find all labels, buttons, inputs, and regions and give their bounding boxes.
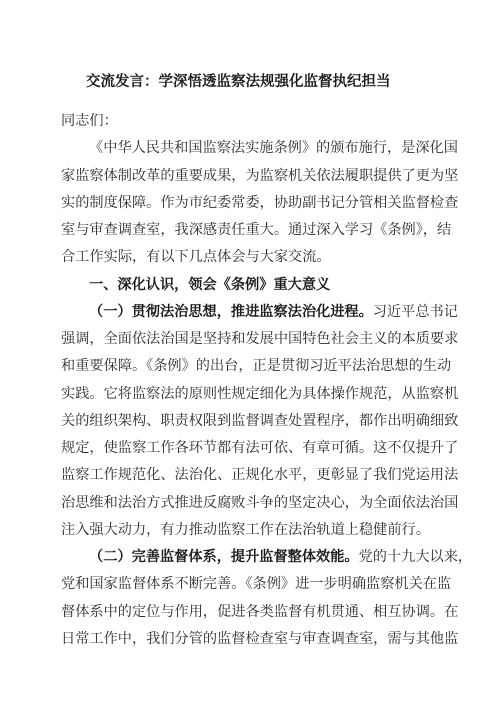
paragraph-line: 室与审查调查室，我深感责任重大。通过深入学习《条例》，结 (61, 222, 452, 238)
paragraph-line: 治思维和法治方式推进反腐败斗争的坚定决心，为全面依法治国 (61, 494, 459, 511)
document-title: 交流发言：学深悟透监察法规强化监督执纪担当 (86, 73, 391, 90)
paragraph-line: 合工作实际，有以下几点体会与大家交流。 (61, 249, 331, 266)
greeting: 同志们： (61, 113, 118, 129)
paragraph-line: 规定，使监察工作各环节都有法可依、有章可循。这不仅提升了 (61, 440, 459, 456)
paragraph-line: 强调，全面依法治国是坚持和发展中国特色社会主义的本质要求 (61, 331, 459, 347)
point-2-lead: （二）完善监督体系，提升监督整体效能。 (89, 549, 359, 565)
paragraph-line: 实的制度保障。作为市纪委常委，协助副书记分管相关监督检查 (61, 194, 459, 211)
point-1-first-line-rest: 习近平总书记 (372, 303, 458, 320)
point-2-paragraph (61, 544, 473, 653)
intro-paragraph (61, 135, 459, 271)
paragraph-line (61, 299, 458, 326)
point-1-paragraph (61, 299, 459, 544)
paragraph-line: 注入强大动力，有力推动监察工作在法治轨道上稳健前行。 (61, 521, 430, 538)
paragraph-line: 党和国家监督体系不断完善。《条例》进一步明确监察机关在监 (61, 576, 452, 593)
paragraph-line: 关的组织架构、职责权限到监督调查处置程序，都作出明确细致 (61, 412, 459, 429)
paragraph-line: 实践。它将监察法的原则性规定细化为具体操作规范，从监察机 (61, 385, 459, 402)
document-body (61, 108, 473, 653)
paragraph-line: 家监察体制改革的重要成果，为监察机关依法履职提供了更为坚 (61, 167, 459, 184)
section-heading: 一、深化认识，领会《条例》重大意义 (89, 276, 331, 293)
point-2-first-line-rest: 党的十九大以来， (358, 549, 473, 565)
point-1-lead: （一）贯彻法治思想，推进监察法治化进程。 (89, 303, 373, 320)
paragraph-line (61, 544, 473, 571)
paragraph-line: 日常工作中，我们分管的监督检查室与审查调查室，需与其他监 (61, 630, 459, 647)
paragraph-line: 监察工作规范化、法治化、正规化水平，更彰显了我们党运用法 (61, 467, 459, 484)
paragraph-line: 和重要保障。《条例》的出台，正是贯彻习近平法治思想的生动 (61, 358, 452, 375)
paragraph-line: 督体系中的定位与作用，促进各类监督有机贯通、相互协调。在 (61, 603, 459, 620)
paragraph-line: 《中华人民共和国监察法实施条例》的颁布施行，是深化国 (89, 140, 458, 157)
